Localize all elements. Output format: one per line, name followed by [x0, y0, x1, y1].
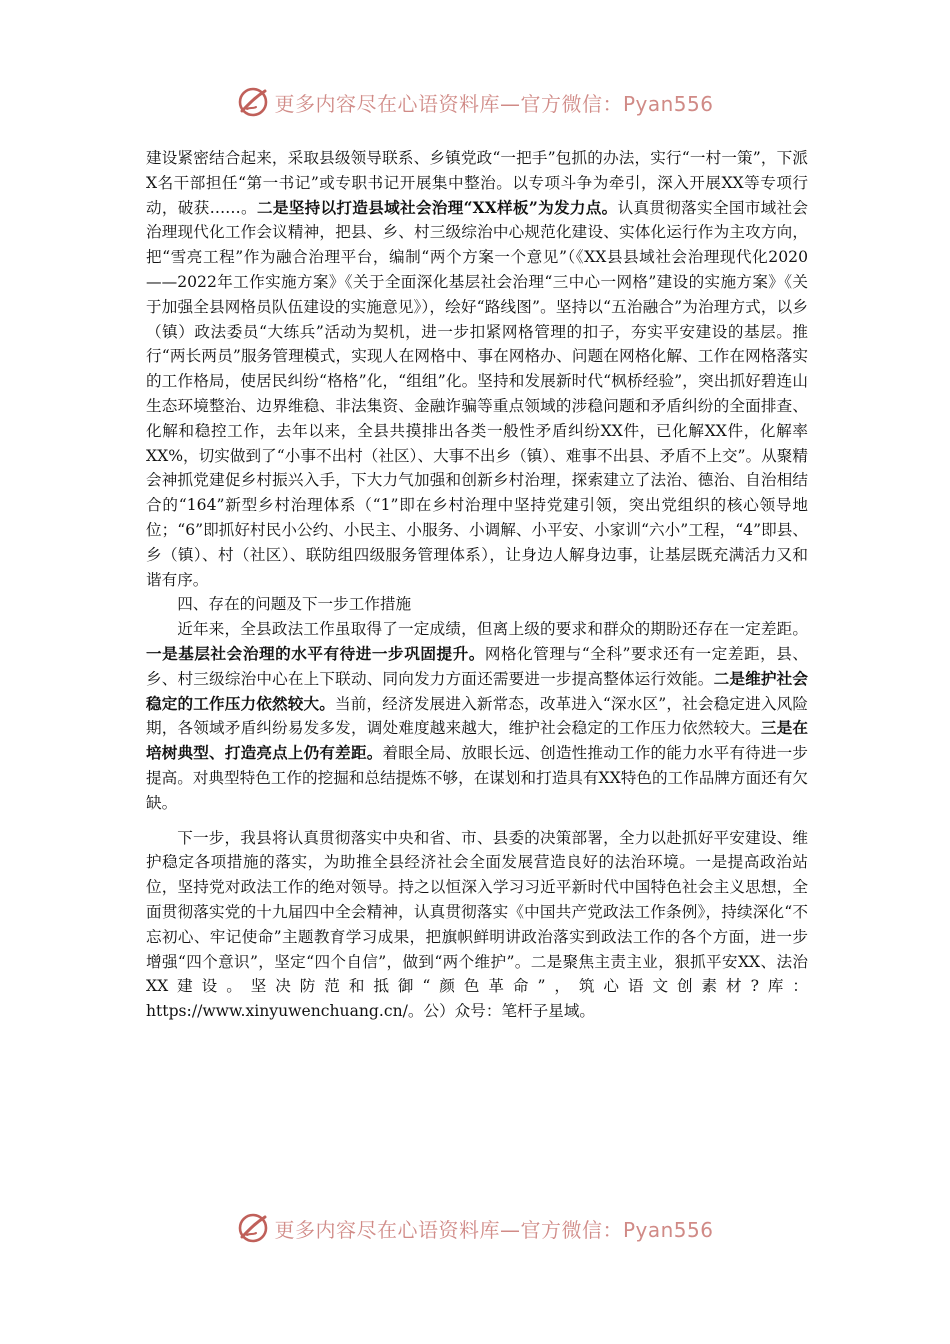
paragraph-text: 着眼全局、放眼长远、创造性推动工作的能力水平有待进一步提高。对典型特色工作的挖掘和总结提炼不够，在谋划和打造具有XX特色的工作品牌方面还有欠缺。 [146, 744, 808, 812]
paragraph-text: 当前，经济发展进入新常态，改革进入“深水区”，社会稳定进入风险期，各领域矛盾纠纷易发多发，调处难度越来越大，维护社会稳定的工作压力依然较大。 [146, 694, 808, 738]
header-watermark-banner [0, 82, 950, 122]
banner-text: 更多内容尽在心语资料库—官方微信：Pyan556 [274, 1217, 714, 1242]
document-body [146, 146, 808, 1024]
bold-problem-two: 二是维护社会稳定的工作压力依然较大。 [146, 668, 808, 713]
paragraph-problems [146, 617, 808, 815]
bold-problem-one: 一是基层社会治理的水平有待进一步巩固提升。 [146, 643, 485, 663]
section-heading: 四、存在的问题及下一步工作措施 [177, 595, 412, 614]
paragraph-continued [146, 146, 808, 592]
banner-text: 更多内容尽在心语资料库—官方微信：Pyan556 [274, 91, 714, 116]
paragraph-text: 近年来，全县政法工作虽取得了一定成绩，但离上级的要求和群众的期盼还存在一定差距。 [177, 620, 808, 639]
calligraphy-brush-logo-icon [236, 1211, 270, 1245]
bold-point-two: 二是坚持以打造县域社会治理“XX样板”为发力点。 [256, 197, 618, 217]
paragraph-text: 建设紧密结合起来，采取县级领导联系、乡镇党政“一把手”包抓的办法，实行“一村一策”，下派X名干部担任“第一书记”或专职书记开展集中整治。以专项斗争为牵引，深入开展XX等专项行动，破获……。 [146, 149, 808, 217]
footer-watermark-banner [0, 1208, 950, 1248]
paragraph-next-steps: 下一步，我县将认真贯彻落实中央和省、市、县委的决策部署，全力以赴抓好平安建设、维护稳定各项措施的落实，为助推全县经济社会全面发展营造良好的法治环境。一是提高政治站位，坚持党对政法工作的绝对领导。持之以恒深入学习习近平新时代中国特色社会主义思想，全面贯彻落实党的十九届四中全会精神，认真贯彻落实《中国共产党政法工作条例》，持续深化“不忘初心、牢记使命”主题教育学习成果，把旗帜鲜明讲政治落实到政法工作的各个方面，进一步增强“四个意识”，坚定“四个自信”，做到“两个维护”。二是聚焦主责主业，狠抓平安XX、法治XX建设。坚决防范和抵御“颜色革命”，筑心语文创素材?库：https://www.xinyuwenchuang.cn/。公）众号：笔杆子星域。 [146, 828, 808, 1021]
paragraph-text: 网格化管理与“全科”要求还有一定差距，县、乡、村三级综治中心在上下联动、同向发力方面还需要进一步提高整体运行效能。 [146, 644, 808, 688]
paragraph-text: 认真贯彻落实全国市域社会治理现代化工作会议精神，把县、乡、村三级综治中心规范化建设、实体化运行作为主攻方向，把“雪亮工程”作为融合治理平台，编制“两个方案一个意见”（《XX县县域社会治理现代化2020——2022年工作实施方案》《关于全面深化基层社会治理“三中心一网格”建设的实施方案》《关于加强全县网格员队伍建设的实施意见》），绘好“路线图”。坚持以“五治融合”为治理方式，以乡（镇）政法委员“大练兵”活动为契机，进一步扣紧网格管理的扣子，夯实平安建设的基层。推行“两长两员”服务管理模式，实现人在网格中、事在网格办、问题在网格化解、工作在网格落实的工作格局，使居民纠纷“格格”化，“组组”化。坚持和发展新时代“枫桥经验”，突出抓好碧连山生态环境整治、边界维稳、非法集资、金融诈骗等重点领域的涉稳问题和矛盾纠纷的全面排查、化解和稳控工作，去年以来，全县共摸排出各类一般性矛盾纠纷XX件，已化解XX件，化解率XX%，切实做到了“小事不出村（社区）、大事不出乡（镇）、难事不出县、矛盾不上交”。从聚精会神抓党建促乡村振兴入手，下大力气加强和创新乡村治理，探索建立了法治、德治、自治相结合的“164”新型乡村治理体系（“1”即在乡村治理中坚持党建引领，突出党组织的核心领导地位；“6”即抓好村民小公约、小民主、小服务、小调解、小平安、小家训“六小”工程，“4”即县、乡（镇）、村（社区）、联防组四级服务管理体系），让身边人解身边事，让基层既充满活力又和谐有序。 [146, 198, 808, 589]
calligraphy-brush-logo-icon [236, 85, 270, 119]
bold-problem-three: 三是在培树典型、打造亮点上仍有差距。 [146, 718, 808, 763]
